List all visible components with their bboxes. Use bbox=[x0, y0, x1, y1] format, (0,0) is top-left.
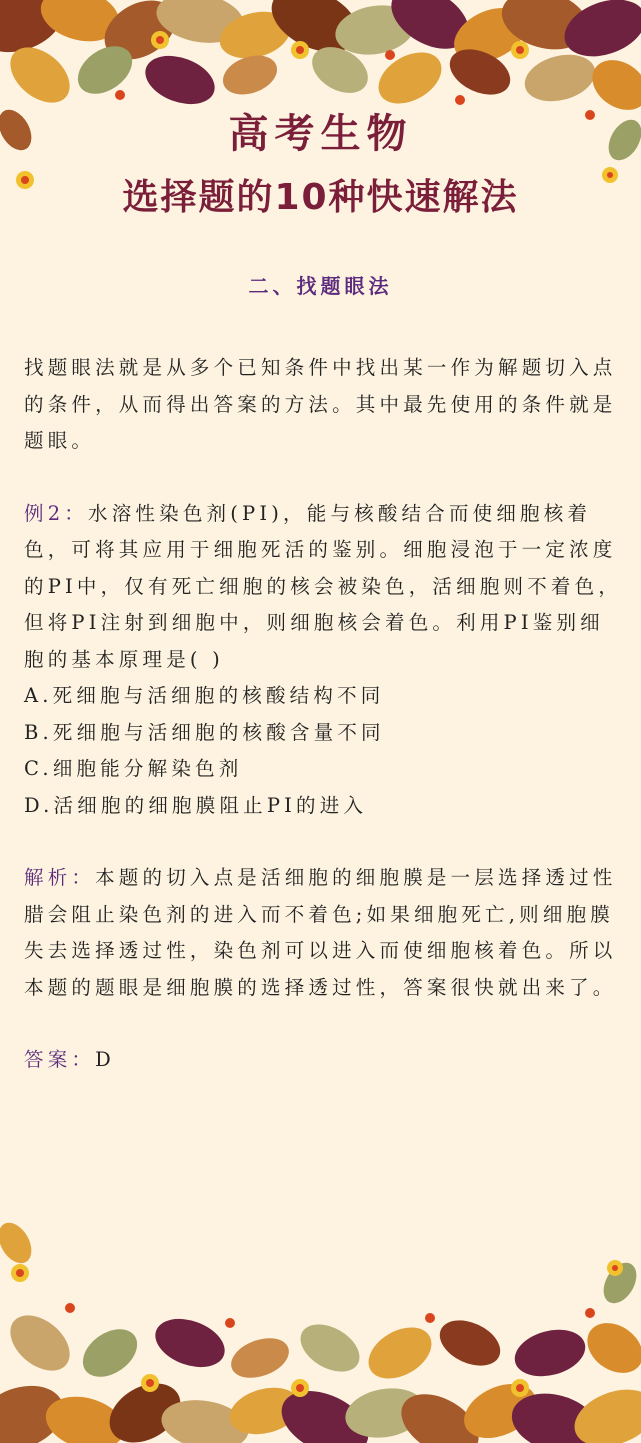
answer-label: 答案： bbox=[24, 1048, 96, 1071]
answer-paragraph bbox=[24, 1042, 624, 1079]
page-title: 高考生物 bbox=[228, 111, 413, 157]
analysis-text: 本题的切入点是活细胞的细胞膜是一层选择透过性腊会阻止染色剂的进入而不着色;如果细胞死亡,则细胞膜失去选择透过性，染色剂可以进入而使细胞核着色。所以本题的题眼是细胞膜的选择透过性，答案很快就出来了。 bbox=[24, 866, 617, 999]
option-a: A.死细胞与活细胞的核酸结构不同 bbox=[24, 684, 385, 707]
autumn-leaves-bottom-border bbox=[0, 1213, 641, 1443]
example-text: 水溶性染色剂(PI)，能与核酸结合而使细胞核着色，可将其应用于细胞死活的鉴别。细胞浸泡于一定浓度的PI中，仅有死亡细胞的核会被染色，活细胞则不着色，但将PI注射到细胞中，则细胞核会着色。利用PI鉴别细胞的基本原理是( ) bbox=[24, 501, 623, 671]
intro-paragraph: 找题眼法就是从多个已知条件中找出某一作为解题切入点的条件，从而得出答案的方法。其中最先使用的条件就是题眼。 bbox=[24, 356, 617, 452]
answer-value: D bbox=[95, 1048, 115, 1071]
article-content bbox=[24, 350, 624, 1079]
analysis-paragraph bbox=[24, 860, 624, 1006]
option-d: D.活细胞的细胞膜阻止PI的进入 bbox=[24, 793, 368, 817]
example-paragraph bbox=[24, 496, 624, 825]
analysis-label: 解析： bbox=[24, 866, 96, 889]
title-block bbox=[0, 108, 641, 226]
page-subtitle: 选择题的10种快速解法 bbox=[122, 177, 519, 218]
leaves-bottom-group bbox=[0, 1217, 641, 1443]
option-c: C.细胞能分解染色剂 bbox=[24, 757, 243, 780]
example-label: 例2： bbox=[24, 501, 89, 525]
section-heading: 二、找题眼法 bbox=[248, 274, 393, 298]
option-b: B.死细胞与活细胞的核酸含量不同 bbox=[24, 720, 385, 744]
